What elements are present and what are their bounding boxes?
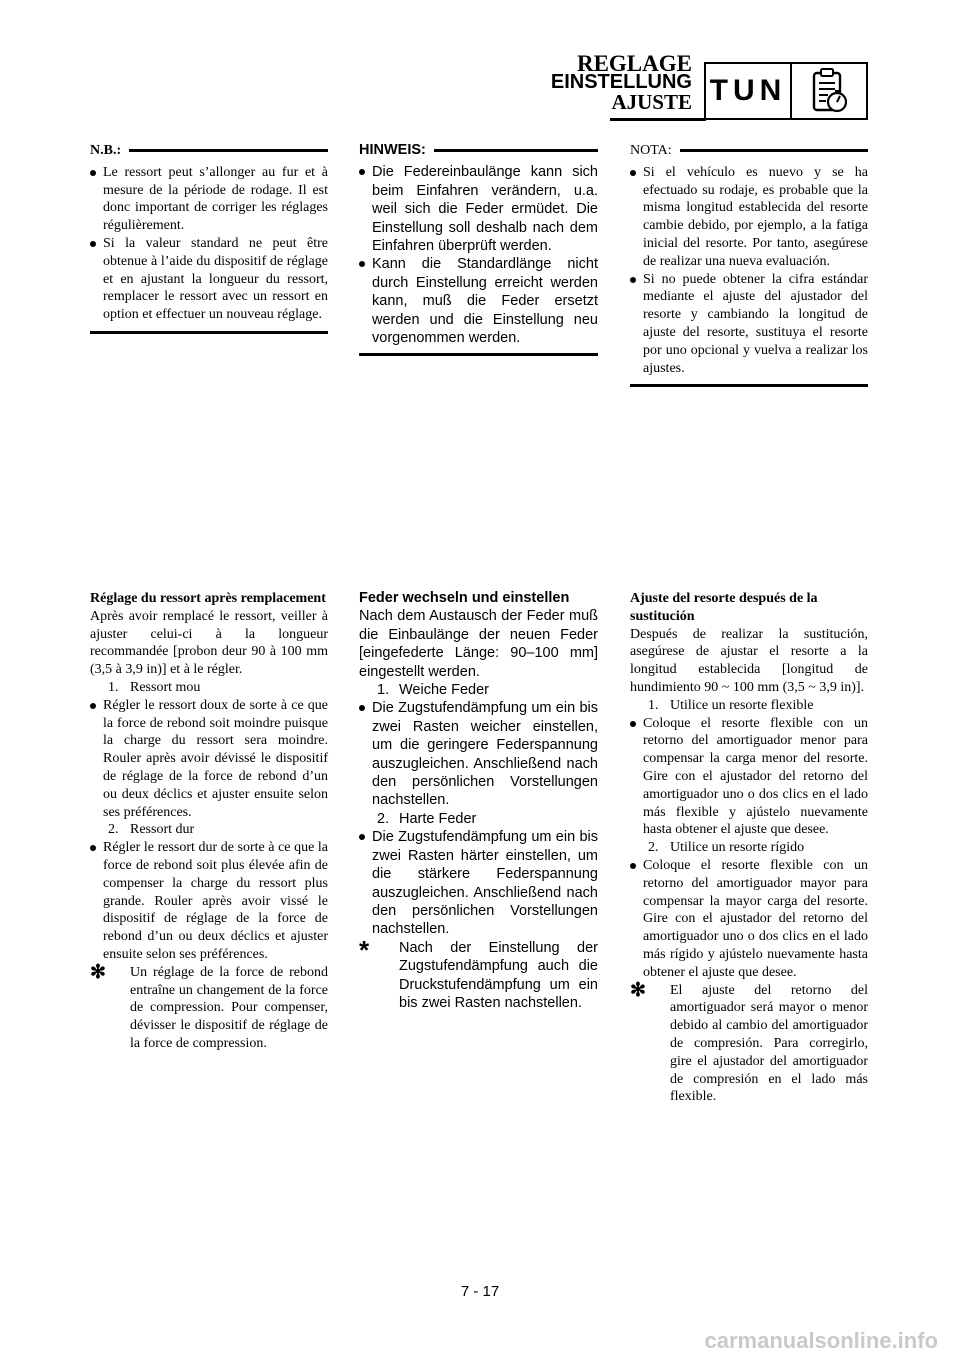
procedure-es-step	[630, 697, 868, 715]
step-label: Weiche Feder	[399, 682, 489, 699]
note-de-rule	[434, 149, 598, 152]
step-bullet: Régler le ressort dur de sorte à ce que la force de rebond soit plus élevée afin de compenser la charge du ressort plus grande. Rouler après avoir vissé le dispositif de réglage de la force de rebond d’un ou deux déclics et ajuster ensuite selon ses préférences.	[90, 839, 328, 964]
note-fr-item: Le ressort peut s’allonger au fur et à mesure de la période de rodage. Il est donc important de corriger les réglages régulièrement.	[90, 164, 328, 235]
note-es	[630, 142, 868, 387]
step-label: Ressort mou	[130, 679, 201, 695]
note-es-label: NOTA:	[630, 143, 672, 158]
step-number: 2.	[648, 840, 659, 856]
procedure-fr-step	[90, 821, 328, 839]
step-label: Ressort dur	[130, 822, 195, 838]
header-title-de: EINSTELLUNG	[550, 71, 692, 93]
procedure-de-star-note	[359, 934, 598, 1013]
step-bullet: Coloque el resorte flexible con un retorno del amortiguador mayor para compensar la mayor carga del resorte. Gire con el ajustador del retorno del amortiguador uno o dos clics en el lado más rígido y ajústelo nuevamente hasta obtener el ajuste que desee.	[630, 857, 868, 982]
clipboard-stopwatch-icon	[792, 64, 866, 118]
step-number: 1.	[108, 679, 119, 695]
asterisk-icon: ✻	[90, 961, 106, 983]
header-underline	[610, 118, 706, 121]
watermark: carmanualsonline.info	[704, 1328, 938, 1353]
star-note-text: Un réglage de la force de rebond entraîne un changement de la force de compression. Pour compenser, dévisser le dispositif de réglage de la force de compression.	[130, 964, 328, 1051]
step-bullet: Die Zugstufendämpfung um ein bis zwei Rasten weicher einstellen, um die geringere Federspannung auszugleichen. Anschließend nach den persönlichen Vorstellungen nachstellen.	[359, 699, 598, 809]
procedure-fr-star-note	[90, 961, 328, 1053]
note-es-item: Si no puede obtener la cifra estándar mediante el ajuste del ajustador del resorte y cambiando la longitud de ajuste del resorte, sustituya el resorte por uno opcional y vuelva a realizar los ajustes.	[630, 271, 868, 378]
procedure-fr	[90, 590, 328, 1053]
procedure-de-step	[359, 681, 598, 699]
note-de-bottom-rule	[359, 353, 598, 356]
procedure-es-heading: Ajuste del resorte después de la sustitución	[630, 591, 818, 624]
note-fr-header	[90, 142, 328, 160]
header-title-es: AJUSTE	[611, 90, 692, 114]
note-de-header	[359, 141, 598, 159]
note-fr-rule	[129, 149, 328, 152]
asterisk-icon: *	[359, 934, 370, 965]
step-number: 1.	[377, 682, 390, 699]
note-de-item: Die Federeinbaulänge kann sich beim Einfahren verändern, u.a. weil sich die Feder ermüdet. Die Einstellung soll deshalb nach dem Einfahren überprüft werden.	[359, 163, 598, 255]
step-number: 1.	[648, 697, 659, 713]
note-es-rule	[680, 149, 868, 152]
note-es-bottom-rule	[630, 384, 868, 387]
step-label: Harte Feder	[399, 810, 477, 827]
note-fr	[90, 142, 328, 334]
header-title-fr: REGLAGE	[576, 51, 692, 76]
step-label: Utilice un resorte rígido	[670, 840, 805, 856]
section-icon-box	[792, 62, 868, 120]
procedure-fr-intro: Après avoir remplacé le ressort, veiller à ajuster celui-ci à la longueur recommandée [probon deur 90 à 100 mm (3,5 à 3,9 in)] et à le régler.	[90, 608, 328, 678]
asterisk-icon: ✻	[630, 979, 646, 1001]
note-de	[359, 141, 598, 356]
step-bullet: Coloque el resorte flexible con un retorno del amortiguador menor para compensar la carga menor del resorte. Gire con el ajustador del retorno del amortiguador uno o dos clics en el lado más flexible y ajústelo nuevamente hasta obtener el ajuste que desee.	[630, 715, 868, 840]
note-de-item: Kann die Standardlänge nicht durch Einstellung erreicht werden kann, muß die Feder ersetzt werden und die Einstellung neu vorgenommen werden.	[359, 255, 598, 347]
procedure-fr-heading: Réglage du ressort après remplacement	[90, 591, 326, 606]
step-label: Utilice un resorte flexible	[670, 697, 814, 713]
note-de-label: HINWEIS:	[359, 142, 426, 158]
note-fr-label: N.B.:	[90, 143, 122, 158]
step-bullet: Régler le ressort doux de sorte à ce que la force de rebond soit moindre puisque la charge du ressort sera moindre. Rouler après avoir dévissé le dispositif de réglage de la force de rebond d’un ou deux déclics et ajuster ensuite selon ses préférences.	[90, 697, 328, 822]
procedure-de-intro: Nach dem Austausch der Feder muß die Einbaulänge der neuen Feder [eingefederte Länge: 90–100 mm] eingestellt werden.	[359, 608, 598, 680]
procedure-de-step	[359, 810, 598, 828]
star-note-text: Nach der Einstellung der Zugstufendämpfung auch die Druckstufendämpfung um ein bis zwei Rasten nachstellen.	[399, 939, 598, 1011]
page-number: 7 - 17	[460, 1283, 500, 1300]
procedure-de	[359, 589, 598, 1012]
procedure-es-star-note	[630, 979, 868, 1107]
step-number: 2.	[377, 810, 390, 827]
step-number: 2.	[108, 822, 119, 838]
note-es-item: Si el vehículo es nuevo y se ha efectuado su rodaje, es probable que la misma longitud establecida del resorte cambie debido, por ejemplo, a la fatiga inicial del resorte. Por tanto, asegúrese de realizar una nueva evaluación.	[630, 164, 868, 271]
procedure-es-intro: Después de realizar la sustitución, asegúrese de ajustar el resorte a la longitud establecida [longitud de hundimiento 90 ~ 100 mm (3,5 ~ 3,9 in)].	[630, 626, 868, 695]
procedure-de-heading: Feder wechseln und einstellen	[359, 590, 570, 606]
note-fr-bottom-rule	[90, 331, 328, 334]
step-bullet: Die Zugstufendämpfung um ein bis zwei Rasten härter einstellen, um die stärkere Federspannung auszugleichen. Anschließend nach den persönlichen Vorstellungen nachstellen.	[359, 828, 598, 938]
procedure-es-step	[630, 839, 868, 857]
section-code: TUN	[704, 62, 792, 120]
star-note-text: El ajuste del retorno del amortiguador será mayor o menor debido al cambio del amortiguador de compresión. Para corregirlo, gire el ajustador del amortiguador de compresión en el lado más flexible.	[670, 982, 868, 1105]
note-es-header	[630, 142, 868, 160]
note-fr-item: Si la valeur standard ne peut être obtenue à l’aide du dispositif de réglage et en ajustant la longueur du ressort, remplacer le ressort avec un ressort en option et effectuer un nouveau réglage.	[90, 235, 328, 324]
procedure-fr-step	[90, 679, 328, 697]
procedure-es	[630, 590, 868, 1106]
